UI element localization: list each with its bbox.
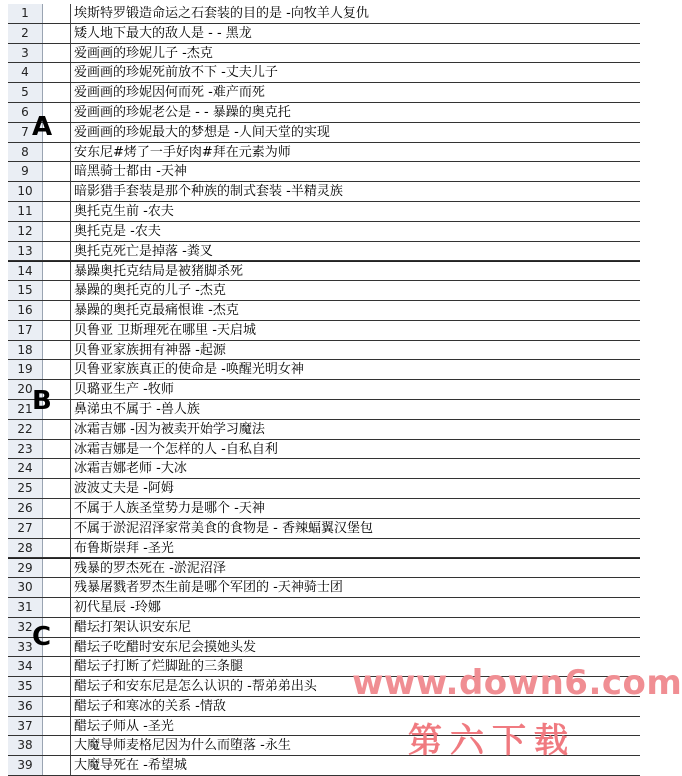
question-answer-text: 不属于人族圣堂势力是哪个 -天神 xyxy=(74,500,265,516)
question-answer-text: 醋坛子吃醋时安东尼会摸她头发 xyxy=(74,639,257,655)
row-number: 3 xyxy=(8,44,43,63)
row-number: 37 xyxy=(8,717,43,736)
group-letter-cell xyxy=(43,440,71,459)
row-number: 19 xyxy=(8,360,43,379)
row-number: 15 xyxy=(8,281,43,300)
group-label-b: B xyxy=(32,386,52,416)
table-row xyxy=(8,459,640,479)
question-answer-text: 安东尼#烤了一手好肉#拜在元素为师 xyxy=(74,144,291,160)
table-row xyxy=(8,44,640,64)
question-answer-text: 爱画画的珍妮老公是 - - 暴躁的奥克托 xyxy=(74,104,291,120)
table-row xyxy=(8,499,640,519)
table-row xyxy=(8,539,640,559)
table-row xyxy=(8,519,640,539)
question-answer-text: 醋坛子和安东尼是怎么认识的 -帮弟弟出头 xyxy=(74,679,317,695)
row-number: 31 xyxy=(8,598,43,617)
table-row xyxy=(8,123,640,143)
question-answer-text: 大魔导师麦格尼因为什么而堕落 -永生 xyxy=(74,738,291,754)
group-letter-cell xyxy=(43,697,71,716)
row-number: 2 xyxy=(8,24,43,43)
question-answer-text: 暗黑骑士都由 -天神 xyxy=(74,164,187,180)
question-answer-text: 布鲁斯崇拜 -圣光 xyxy=(74,540,174,556)
row-number: 5 xyxy=(8,83,43,102)
group-letter-cell xyxy=(43,459,71,478)
table-row xyxy=(8,598,640,618)
table-row xyxy=(8,420,640,440)
question-answer-text: 初代星辰 -玲娜 xyxy=(74,599,161,615)
row-number: 18 xyxy=(8,341,43,360)
group-letter-cell xyxy=(43,677,71,696)
table-row xyxy=(8,281,640,301)
table-row xyxy=(8,103,640,123)
table-row xyxy=(8,222,640,242)
row-number: 22 xyxy=(8,420,43,439)
question-answer-text: 奥托克是 -农夫 xyxy=(74,223,161,239)
table-row xyxy=(8,63,640,83)
question-answer-text: 波波丈夫是 -阿姆 xyxy=(74,481,174,497)
question-answer-text: 冰霜吉娜是一个怎样的人 -自私自利 xyxy=(74,441,278,457)
question-answer-text: 冰霜吉娜老师 -大冰 xyxy=(74,461,187,477)
group-letter-cell xyxy=(43,321,71,340)
table-row xyxy=(8,360,640,380)
group-letter-cell xyxy=(43,360,71,379)
table-row xyxy=(8,578,640,598)
question-answer-text: 贝鲁亚 卫斯理死在哪里 -天启城 xyxy=(74,322,256,338)
row-number: 28 xyxy=(8,539,43,558)
group-letter-cell xyxy=(43,162,71,181)
row-number: 21 xyxy=(8,400,43,419)
group-label-c: C xyxy=(32,622,52,652)
row-number: 7 xyxy=(8,123,43,142)
row-number: 34 xyxy=(8,657,43,676)
group-letter-cell xyxy=(43,499,71,518)
group-letter-cell xyxy=(43,83,71,102)
question-answer-text: 大魔导死在 -希望城 xyxy=(74,758,187,774)
group-letter-cell xyxy=(43,756,71,775)
row-number: 17 xyxy=(8,321,43,340)
group-letter-cell xyxy=(43,242,71,261)
group-label-a: A xyxy=(32,112,53,142)
row-number: 35 xyxy=(8,677,43,696)
group-letter-cell xyxy=(43,341,71,360)
row-number: 14 xyxy=(8,262,43,280)
question-answer-text: 醋坛打架认识安东尼 xyxy=(74,619,192,635)
group-letter-cell xyxy=(43,182,71,201)
group-letter-cell xyxy=(43,598,71,617)
group-letter-cell xyxy=(43,736,71,755)
row-number: 29 xyxy=(8,559,43,577)
question-answer-text: 爱画画的珍妮儿子 -杰克 xyxy=(74,45,213,61)
table-row xyxy=(8,400,640,420)
table-row xyxy=(8,618,640,638)
group-letter-cell xyxy=(43,24,71,43)
row-number: 30 xyxy=(8,578,43,597)
row-number: 8 xyxy=(8,143,43,162)
table-row xyxy=(8,24,640,44)
question-answer-text: 埃斯特罗锻造命运之石套装的目的是 -向牧羊人复仇 xyxy=(74,6,369,21)
question-answer-text: 醋坛子打断了烂脚趾的三条腿 xyxy=(74,659,244,675)
table-row xyxy=(8,182,640,202)
question-answer-text: 冰霜吉娜 -因为被卖开始学习魔法 xyxy=(74,421,265,437)
row-number: 33 xyxy=(8,638,43,657)
question-answer-text: 醋坛子师从 -圣光 xyxy=(74,718,174,734)
group-letter-cell xyxy=(43,559,71,577)
group-letter-cell xyxy=(43,657,71,676)
group-letter-cell xyxy=(43,281,71,300)
watermark-cn: 第六下载 xyxy=(408,721,576,761)
table-row xyxy=(8,83,640,103)
row-number: 39 xyxy=(8,756,43,775)
row-number: 1 xyxy=(8,4,43,23)
question-answer-text: 醋坛子和寒冰的关系 -情敌 xyxy=(74,698,226,714)
table-row xyxy=(8,638,640,658)
question-answer-text: 贝鲁亚家族真正的使命是 -唤醒光明女神 xyxy=(74,362,304,378)
group-letter-cell xyxy=(43,222,71,241)
question-answer-text: 贝鲁亚家族拥有神器 -起源 xyxy=(74,342,226,358)
question-answer-text: 爱画画的珍妮因何而死 -难产而死 xyxy=(74,85,265,101)
question-answer-text: 残暴的罗杰死在 -淤泥沼泽 xyxy=(74,561,226,577)
question-answer-text: 暴躁奥托克结局是被猪脚杀死 xyxy=(74,264,244,280)
table-row xyxy=(8,242,640,262)
question-answer-text: 矮人地下最大的敌人是 - - 黑龙 xyxy=(74,25,252,41)
row-number: 26 xyxy=(8,499,43,518)
row-number: 6 xyxy=(8,103,43,122)
quiz-answer-table xyxy=(8,4,640,776)
question-answer-text: 暴躁的奥托克的儿子 -杰克 xyxy=(74,283,226,299)
row-number: 10 xyxy=(8,182,43,201)
table-row xyxy=(8,4,640,24)
table-row xyxy=(8,341,640,361)
table-row xyxy=(8,261,640,281)
watermark-url: www.down6.com xyxy=(352,663,682,703)
group-letter-cell xyxy=(43,519,71,538)
group-letter-cell xyxy=(43,63,71,82)
table-row xyxy=(8,440,640,460)
question-answer-text: 不属于淤泥沼泽家常美食的食物是 - 香辣蝠翼汉堡包 xyxy=(74,520,373,536)
question-answer-text: 暗影猎手套装是那个种族的制式套装 -半精灵族 xyxy=(74,184,343,200)
group-letter-cell xyxy=(43,143,71,162)
row-number: 11 xyxy=(8,202,43,221)
group-letter-cell xyxy=(43,578,71,597)
question-answer-text: 爱画画的珍妮死前放不下 -丈夫儿子 xyxy=(74,65,278,81)
group-letter-cell xyxy=(43,539,71,558)
row-number: 32 xyxy=(8,618,43,637)
row-number: 38 xyxy=(8,736,43,755)
group-letter-cell xyxy=(43,202,71,221)
table-row xyxy=(8,558,640,578)
group-letter-cell xyxy=(43,420,71,439)
group-letter-cell xyxy=(43,262,71,280)
table-row xyxy=(8,380,640,400)
question-answer-text: 奥托克死亡是掉落 -粪叉 xyxy=(74,243,213,259)
group-letter-cell xyxy=(43,717,71,736)
table-row xyxy=(8,321,640,341)
table-row xyxy=(8,143,640,163)
question-answer-text: 贝璐亚生产 -牧师 xyxy=(74,382,174,398)
row-number: 9 xyxy=(8,162,43,181)
row-number: 36 xyxy=(8,697,43,716)
row-number: 24 xyxy=(8,459,43,478)
row-number: 27 xyxy=(8,519,43,538)
group-letter-cell xyxy=(43,4,71,23)
row-number: 20 xyxy=(8,380,43,399)
question-answer-text: 鼻涕虫不属于 -兽人族 xyxy=(74,401,200,417)
table-row xyxy=(8,301,640,321)
group-letter-cell xyxy=(43,301,71,320)
row-number: 13 xyxy=(8,242,43,261)
row-number: 16 xyxy=(8,301,43,320)
question-answer-text: 残暴屠戮者罗杰生前是哪个军团的 -天神骑士团 xyxy=(74,580,343,596)
question-answer-text: 奥托克生前 -农夫 xyxy=(74,203,174,219)
group-letter-cell xyxy=(43,479,71,498)
row-number: 4 xyxy=(8,63,43,82)
row-number: 23 xyxy=(8,440,43,459)
question-answer-text: 暴躁的奥托克最痛恨谁 -杰克 xyxy=(74,302,239,318)
table-row xyxy=(8,162,640,182)
question-answer-text: 爱画画的珍妮最大的梦想是 -人间天堂的实现 xyxy=(74,124,330,140)
table-row xyxy=(8,202,640,222)
row-number: 25 xyxy=(8,479,43,498)
table-row xyxy=(8,479,640,499)
group-letter-cell xyxy=(43,44,71,63)
row-number: 12 xyxy=(8,222,43,241)
